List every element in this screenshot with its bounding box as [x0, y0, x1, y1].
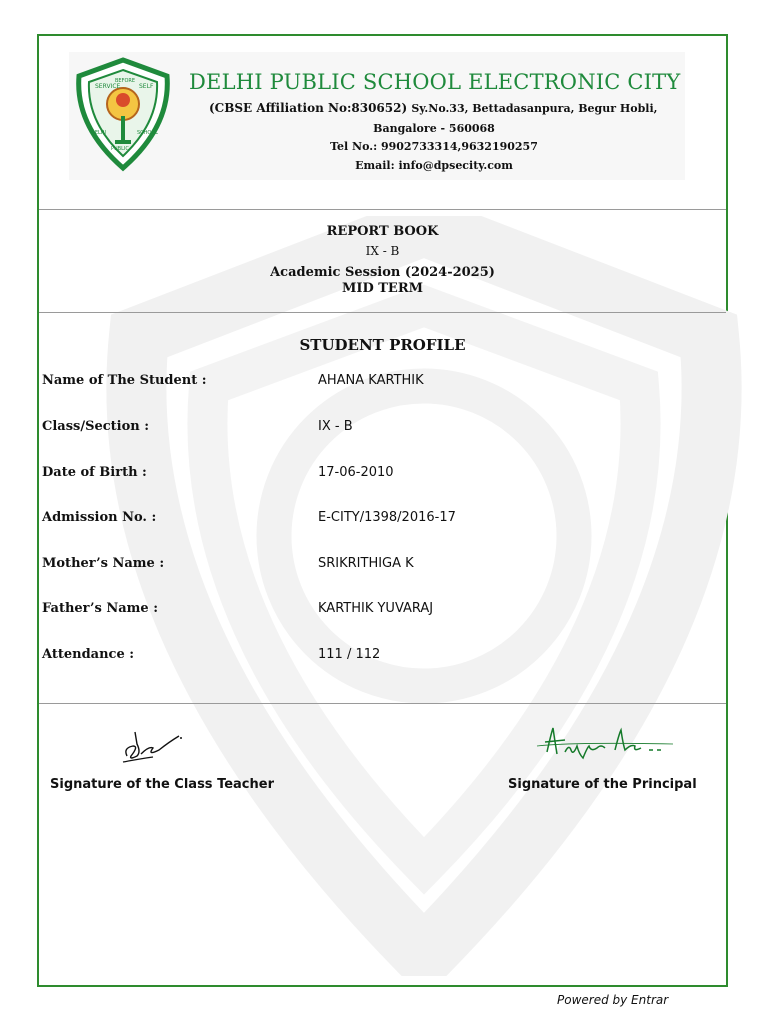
- school-affiliation: [209, 101, 689, 115]
- field-value: 111 / 112: [318, 647, 381, 662]
- profile-row-mother: [42, 556, 722, 576]
- logo-text-self: SELF: [139, 83, 154, 90]
- principal-signature: [535, 724, 675, 764]
- profile-row-class: [42, 419, 722, 439]
- logo-text-service: SERVICE: [95, 83, 121, 90]
- powered-by-footer: Powered by Entrar: [557, 993, 669, 1007]
- term-name: MID TERM: [341, 281, 424, 296]
- logo-text-before: BEFORE: [115, 78, 136, 84]
- profile-row-father: [42, 601, 722, 621]
- field-value: SRIKRITHIGA K: [318, 556, 414, 571]
- field-label: Date of Birth :: [42, 465, 147, 480]
- profile-row-name: [42, 373, 722, 393]
- address-line-2: Bangalore - 560068: [373, 122, 495, 135]
- logo-text-school: SCHOOL: [137, 130, 159, 136]
- class-teacher-signature: [119, 726, 183, 766]
- field-label: Attendance :: [42, 647, 135, 662]
- profile-row-dob: [42, 465, 722, 485]
- field-value: 17-06-2010: [318, 465, 394, 480]
- academic-session: Academic Session (2024-2025): [270, 265, 495, 280]
- school-logo: [73, 56, 173, 172]
- field-value: KARTHIK YUVARAJ: [318, 601, 434, 616]
- report-card-frame: [37, 34, 728, 987]
- field-value: E-CITY/1398/2016-17: [318, 510, 456, 525]
- divider: [39, 312, 726, 313]
- report-title: REPORT BOOK: [326, 224, 439, 239]
- logo-text-public: PUBLIC: [111, 146, 129, 152]
- principal-signature-label: Signature of the Principal: [508, 777, 697, 792]
- watermark-crest-icon: [99, 216, 749, 976]
- field-label: Class/Section :: [42, 419, 150, 434]
- school-header: [69, 52, 685, 180]
- school-name: DELHI PUBLIC SCHOOL ELECTRONIC CITY: [189, 70, 681, 94]
- profile-row-admission: [42, 510, 722, 530]
- school-email: Email: info@dpsecity.com: [355, 159, 513, 172]
- field-label: Admission No. :: [42, 510, 157, 525]
- school-phone: Tel No.: 9902733314,9632190257: [330, 140, 538, 153]
- affiliation-number: (CBSE Affiliation No:830652): [209, 101, 408, 115]
- field-label: Father’s Name :: [42, 601, 159, 616]
- profile-row-attendance: [42, 647, 722, 667]
- field-label: Mother’s Name :: [42, 556, 165, 571]
- field-label: Name of The Student :: [42, 373, 207, 388]
- divider: [39, 209, 726, 210]
- logo-text-delhi: DELHI: [91, 130, 107, 136]
- class-teacher-signature-label: Signature of the Class Teacher: [50, 777, 274, 792]
- address-line-1: Sy.No.33, Bettadasanpura, Begur Hobli,: [411, 102, 658, 115]
- student-profile-title: STUDENT PROFILE: [299, 336, 466, 354]
- field-value: IX - B: [318, 419, 353, 434]
- report-class: IX - B: [365, 244, 400, 258]
- divider: [39, 703, 726, 704]
- field-value: AHANA KARTHIK: [318, 373, 424, 388]
